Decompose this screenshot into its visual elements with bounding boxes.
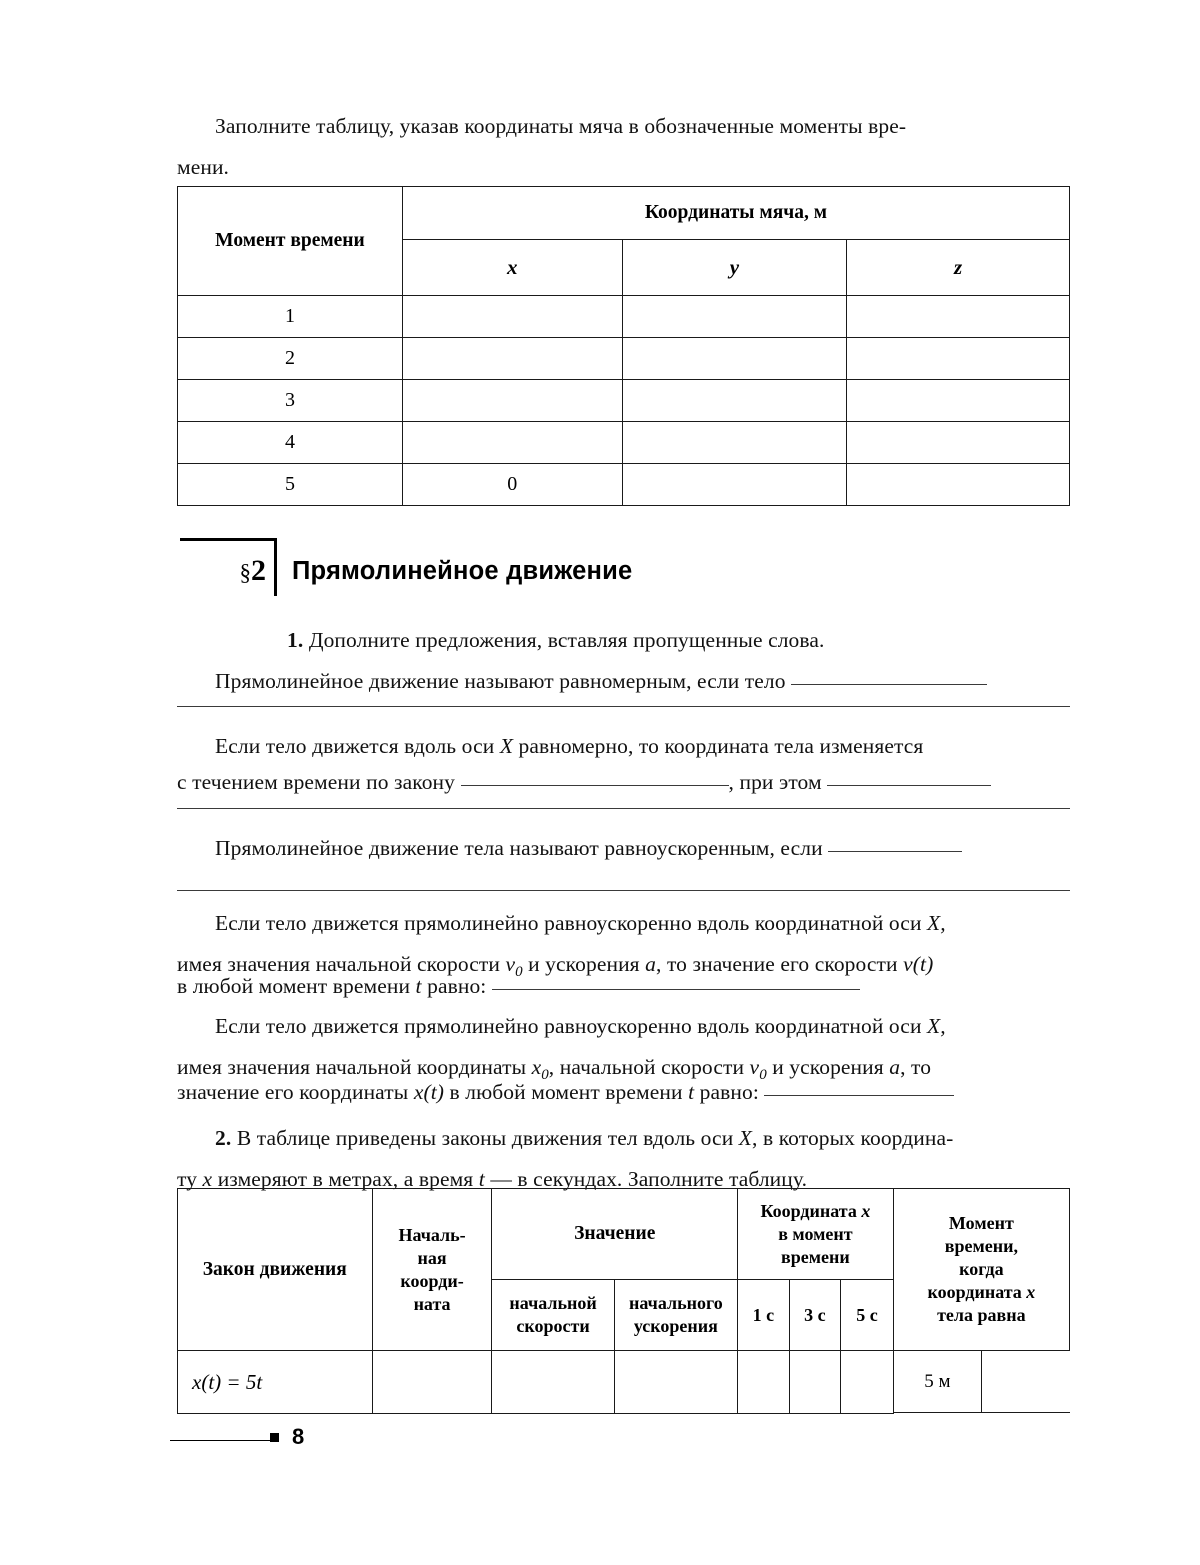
task1-sentence-2-line2 bbox=[177, 762, 1070, 803]
sentence-5-line2-a: имея значения начальной координаты bbox=[177, 1055, 527, 1079]
sentence-2-line2-pre: с течением времени по закону bbox=[177, 770, 456, 794]
sentence-4-line2-a: имея значения начальной скорости bbox=[177, 952, 500, 976]
sentence-2-line2-mid: , при этом bbox=[728, 770, 822, 794]
cell-z[interactable] bbox=[847, 296, 1070, 338]
cell-motion-law: x(t) = 5t bbox=[178, 1351, 373, 1414]
task2-line1-a: В таблице приведены законы движения тел вдоль оси bbox=[236, 1126, 734, 1150]
page-number: 8 bbox=[292, 1424, 305, 1449]
fill-blank[interactable] bbox=[828, 851, 962, 852]
motion-laws-table bbox=[177, 1188, 1070, 1414]
v0-symbol: $v_0$ bbox=[505, 952, 523, 980]
fill-blank[interactable] bbox=[764, 1095, 954, 1096]
header-moment-when-coordinate-equals: Момент времени, когда координата x тела равна bbox=[893, 1189, 1069, 1351]
moment-split-table bbox=[894, 1351, 1070, 1413]
task2-line1-b: , в которых координа- bbox=[752, 1126, 954, 1150]
sentence-5-line3-c: равно: bbox=[699, 1080, 759, 1104]
fill-blank[interactable] bbox=[492, 989, 860, 990]
cell-y[interactable] bbox=[622, 380, 847, 422]
sentence-4-line2-b: и ускорения bbox=[528, 952, 640, 976]
task1-prompt bbox=[177, 620, 1070, 661]
section-heading bbox=[180, 538, 780, 600]
footer-rule bbox=[170, 1440, 270, 1441]
cell-y[interactable] bbox=[622, 464, 847, 506]
intro-line-1: Заполните таблицу, указав координаты мяча в обозначенные моменты вре- bbox=[215, 114, 907, 138]
t-symbol: t bbox=[415, 974, 422, 998]
table-row bbox=[178, 338, 1070, 380]
cell-x[interactable] bbox=[402, 296, 622, 338]
fill-blank[interactable] bbox=[461, 785, 729, 786]
header-coord-line1: Координата x bbox=[760, 1200, 871, 1221]
sentence-4-line3-a: в любой момент времени bbox=[177, 974, 411, 998]
x0-symbol: $x_0$ bbox=[531, 1055, 549, 1083]
cell-y[interactable] bbox=[622, 338, 847, 380]
table-row bbox=[178, 380, 1070, 422]
fill-blank-rule[interactable] bbox=[177, 808, 1070, 809]
sentence-4-line3-b: равно: bbox=[427, 974, 487, 998]
cell-moment-split-wrapper bbox=[893, 1351, 1069, 1414]
cell-x[interactable] bbox=[402, 338, 622, 380]
cell-moment-answer[interactable] bbox=[982, 1351, 1070, 1413]
axis-x-symbol: X bbox=[738, 1126, 753, 1150]
table-row-header-1 bbox=[178, 1189, 1070, 1280]
cell-coordinate-at-5s[interactable] bbox=[841, 1351, 894, 1414]
task1-sentence-4-line3 bbox=[177, 966, 1070, 1007]
cell-y[interactable] bbox=[622, 296, 847, 338]
cell-x[interactable] bbox=[402, 380, 622, 422]
table-row bbox=[178, 422, 1070, 464]
cell-coordinate-at-3s[interactable] bbox=[789, 1351, 841, 1414]
a-symbol: a bbox=[645, 952, 657, 976]
sentence-2-part2: равномерно, то координата тела изменяется bbox=[518, 734, 924, 758]
header-value-group: Значение bbox=[492, 1189, 738, 1280]
cell-z[interactable] bbox=[847, 380, 1070, 422]
axis-x-symbol: X bbox=[499, 734, 514, 758]
fill-blank[interactable] bbox=[791, 684, 987, 685]
header-coordinate-at-time-group: Координата x в момент времени bbox=[738, 1189, 894, 1280]
cell-initial-acceleration[interactable] bbox=[614, 1351, 737, 1414]
table-row bbox=[178, 1351, 1070, 1414]
cell-y[interactable] bbox=[622, 422, 847, 464]
task2-line-1 bbox=[177, 1118, 1070, 1159]
section-title: Прямолинейное движение bbox=[292, 557, 633, 585]
cell-z[interactable] bbox=[847, 338, 1070, 380]
sentence-5-line-1 bbox=[177, 1006, 1070, 1047]
table-row-header-1 bbox=[178, 187, 1070, 240]
task1-prompt-text: Дополните предложения, вставляя пропущенные слова. bbox=[308, 628, 825, 652]
page-footer bbox=[170, 1424, 470, 1458]
cell-moment: 3 bbox=[178, 380, 403, 422]
xt-symbol: x(t) bbox=[413, 1080, 445, 1104]
vt-symbol: v(t) bbox=[903, 952, 934, 976]
task1-number: 1. bbox=[287, 628, 304, 652]
sentence-4-line1-text: Если тело движется прямолинейно равноускоренно вдоль координатной оси bbox=[215, 911, 922, 935]
axis-x-symbol: X, bbox=[927, 911, 946, 935]
cell-moment: 4 bbox=[178, 422, 403, 464]
sentence-5-line2-b: , начальной скорости bbox=[548, 1055, 745, 1079]
fill-blank-rule[interactable] bbox=[177, 890, 1070, 891]
sentence-5-line2-c: и ускорения bbox=[772, 1055, 884, 1079]
sentence-1-text: Прямолинейное движение называют равномерным, если тело bbox=[215, 669, 786, 693]
task1-sentence-3 bbox=[177, 828, 1070, 869]
header-time-3s: 3 с bbox=[789, 1280, 841, 1351]
header-axis-x: x bbox=[402, 240, 622, 296]
sentence-2-part1: Если тело движется вдоль оси bbox=[215, 734, 495, 758]
sentence-4-line-1 bbox=[177, 903, 1070, 944]
cell-z[interactable] bbox=[847, 422, 1070, 464]
task2-line2-b: измеряют в метрах, а время bbox=[217, 1167, 474, 1191]
a-symbol: a bbox=[889, 1055, 901, 1079]
cell-z[interactable] bbox=[847, 464, 1070, 506]
sentence-5-line1-text: Если тело движется прямолинейно равноускоренно вдоль координатной оси bbox=[215, 1014, 922, 1038]
sentence-4-line2-c: , то значение его скорости bbox=[656, 952, 898, 976]
intro-paragraph bbox=[177, 106, 1070, 188]
cell-x[interactable] bbox=[402, 422, 622, 464]
sentence-3-text: Прямолинейное движение тела называют равноускоренным, если bbox=[215, 836, 823, 860]
header-initial-acceleration: начального ускорения bbox=[614, 1280, 737, 1351]
coordinates-table bbox=[177, 186, 1070, 506]
t-symbol: t bbox=[688, 1080, 695, 1104]
cell-initial-speed[interactable] bbox=[492, 1351, 614, 1414]
x-symbol: x bbox=[1026, 1282, 1036, 1302]
footer-square-marker bbox=[270, 1433, 279, 1442]
header-axis-z: z bbox=[847, 240, 1070, 296]
intro-line-2: мени. bbox=[177, 155, 230, 179]
fill-blank-rule[interactable] bbox=[177, 706, 1070, 707]
task2-line2-a: ту bbox=[177, 1167, 198, 1191]
cell-moment: 2 bbox=[178, 338, 403, 380]
cell-coordinate-at-1s[interactable] bbox=[738, 1351, 790, 1414]
cell-initial-coordinate[interactable] bbox=[372, 1351, 492, 1414]
section-sign: § bbox=[239, 560, 251, 585]
section-number bbox=[180, 555, 266, 589]
header-ball-coordinates: Координаты мяча, м bbox=[402, 187, 1069, 240]
cell-moment-value: 5 м bbox=[894, 1351, 982, 1413]
header-moment-time: Момент времени bbox=[178, 187, 403, 296]
sentence-5-line3-a: значение его координаты bbox=[177, 1080, 409, 1104]
task2-number: 2. bbox=[215, 1126, 232, 1150]
axis-x-symbol: X, bbox=[927, 1014, 946, 1038]
header-initial-coordinate: Началь- ная коорди- ната bbox=[372, 1189, 492, 1351]
section-index: 2 bbox=[251, 554, 266, 587]
task1-sentence-2 bbox=[177, 726, 1070, 767]
cell-x[interactable]: 0 bbox=[402, 464, 622, 506]
moment-split-row bbox=[894, 1351, 1070, 1413]
table-row bbox=[178, 464, 1070, 506]
sentence-5-line2-d: , то bbox=[900, 1055, 932, 1079]
task1-sentence-1 bbox=[177, 661, 1070, 702]
fill-blank[interactable] bbox=[827, 785, 991, 786]
v0-symbol: $v_0$ bbox=[749, 1055, 767, 1083]
sentence-5-line3-b: в любой момент времени bbox=[449, 1080, 683, 1104]
header-axis-y: y bbox=[622, 240, 847, 296]
x-symbol: x bbox=[861, 1200, 871, 1221]
task2-line2-c: — в секундах. Заполните таблицу. bbox=[490, 1167, 808, 1191]
header-initial-speed: начальной скорости bbox=[492, 1280, 614, 1351]
header-time-1s: 1 с bbox=[738, 1280, 790, 1351]
header-time-5s: 5 с bbox=[841, 1280, 894, 1351]
cell-moment: 5 bbox=[178, 464, 403, 506]
cell-moment: 1 bbox=[178, 296, 403, 338]
t-symbol: t bbox=[478, 1167, 485, 1191]
header-motion-law: Закон движения bbox=[178, 1189, 373, 1351]
x-symbol: x bbox=[202, 1167, 213, 1191]
task1-sentence-5-line3 bbox=[177, 1072, 1070, 1113]
table-row bbox=[178, 296, 1070, 338]
header-moment-line4: координата x bbox=[927, 1282, 1036, 1302]
